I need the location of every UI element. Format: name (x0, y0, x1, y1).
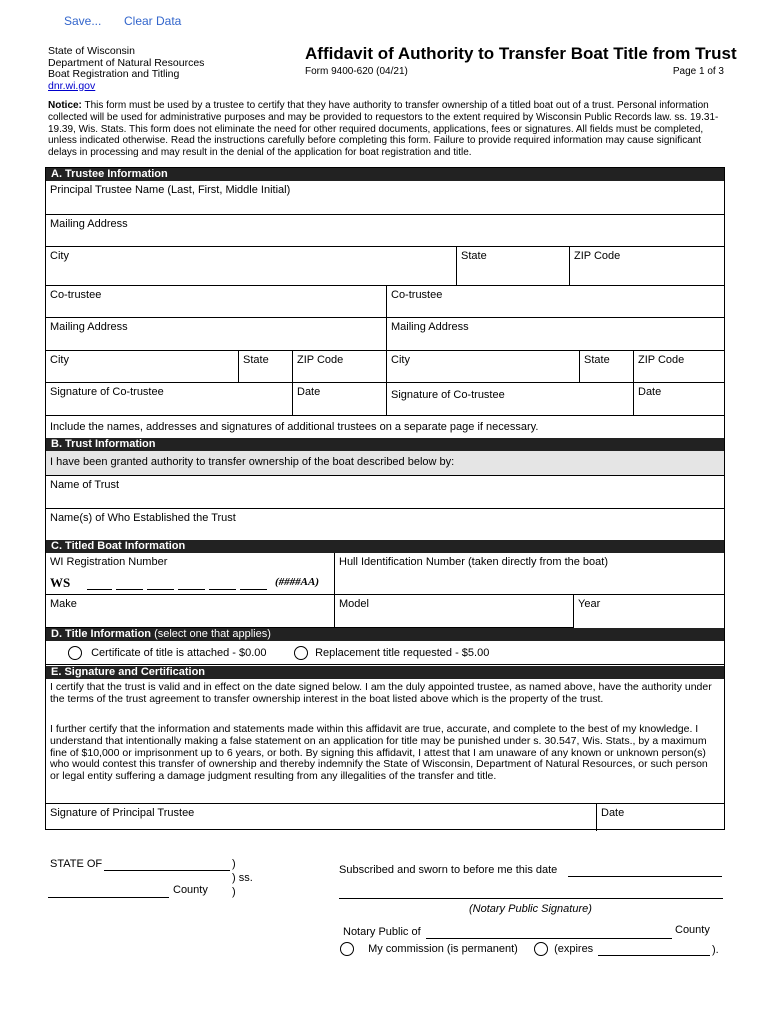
notary-signature-caption: (Notary Public Signature) (469, 903, 592, 915)
principal-signature-label: Signature of Principal Trustee (50, 807, 195, 819)
model-field[interactable] (335, 595, 574, 628)
cotrustee-2-signature-field[interactable] (387, 383, 634, 416)
certification-paragraph-2: I further certify that the information and statements made within this affidavit are true, accurate, and complete to the best of my knowledge. I understand that intentionally making a false statement on an application for title may be punished under s. 30.547, Wis. Stats., by a maximum fine of $10,000 or imprisonment up to 6 years, or both. By signing this affidavit, I attest that I am unaware of any known or unknown person(s) who would contest this transfer of ownership and thereby indemnify the State of Wisconsin, Department of Natural Resources, or such person or legal entity suffering a damage judgment resulting from any illegalities of the transfer and title. (50, 723, 708, 783)
notary-public-of-label: Notary Public of (343, 926, 421, 938)
granted-authority-label: I have been granted authority to transfer ownership of the boat described below by: (50, 456, 455, 468)
zip-label: ZIP Code (638, 354, 685, 366)
section-a-title: A. Trustee Information (51, 168, 168, 180)
cotrustee-2-zip-field[interactable] (634, 351, 724, 383)
agency-line-3: Boat Registration and Titling (48, 68, 180, 80)
city-label: City (50, 354, 69, 366)
year-field[interactable] (574, 595, 724, 628)
ws-letter-blank-1[interactable] (209, 589, 236, 590)
notice-paragraph (48, 100, 724, 159)
ss-label: ) ss. (232, 872, 253, 884)
signature-cotrustee-label: Signature of Co-trustee (50, 386, 164, 398)
dnr-link[interactable]: dnr.wi.gov (48, 79, 96, 92)
cotrustee-2-name-field[interactable] (387, 286, 724, 318)
mailing-address-label: Mailing Address (391, 321, 469, 333)
certificate-attached-label: Certificate of title is attached - $0.00 (91, 647, 267, 659)
form-number: Form 9400-620 (04/21) (305, 66, 408, 77)
established-by-label: Name(s) of Who Established the Trust (50, 512, 236, 524)
make-field[interactable] (46, 595, 335, 628)
hull-id-label: Hull Identification Number (taken directly from the boat) (339, 556, 609, 568)
commission-permanent-label: My commission (is permanent) (368, 943, 518, 955)
zip-label: ZIP Code (574, 250, 621, 262)
cotrustee-2-mailing-field[interactable] (387, 318, 724, 351)
principal-trustee-name-label: Principal Trustee Name (Last, First, Middle Initial) (50, 184, 291, 196)
ws-digit-blank-1[interactable] (87, 589, 112, 590)
granted-authority-row (46, 451, 724, 476)
cotrustee-1-name-field[interactable] (46, 286, 387, 318)
principal-trustee-name-field[interactable] (46, 181, 724, 215)
name-of-trust-field[interactable] (46, 476, 724, 509)
cotrustee-label: Co-trustee (50, 289, 102, 301)
state-label: State (461, 250, 487, 262)
principal-zip-field[interactable] (570, 247, 724, 286)
section-b-header (46, 438, 724, 451)
notary-county-blank[interactable] (426, 938, 672, 939)
subscribed-label: Subscribed and sworn to before me this date (339, 864, 558, 876)
form-body (45, 167, 725, 830)
state-label: State (243, 354, 269, 366)
city-label: City (391, 354, 410, 366)
make-label: Make (50, 598, 77, 610)
cotrustee-1-signature-field[interactable] (46, 383, 293, 416)
commission-expires-option[interactable] (534, 942, 593, 956)
cotrustee-1-state-field[interactable] (239, 351, 293, 383)
cotrustee-2-city-field[interactable] (387, 351, 580, 383)
ws-digit-blank-3[interactable] (147, 589, 174, 590)
commission-expires-radio[interactable] (534, 942, 548, 956)
zip-label: ZIP Code (297, 354, 344, 366)
cotrustee-2-date-field[interactable] (634, 383, 724, 416)
cotrustee-1-mailing-field[interactable] (46, 318, 387, 351)
mailing-address-label: Mailing Address (50, 218, 128, 230)
name-of-trust-label: Name of Trust (50, 479, 120, 491)
commission-expires-blank[interactable] (598, 955, 710, 956)
section-d-title: D. Title Information (51, 628, 152, 640)
section-e-header (46, 666, 724, 679)
ws-entry-row (50, 577, 332, 593)
certification-paragraph-1: I certify that the trust is valid and in effect on the date signed below. I am the duly appointed trustee, as named above, have the authority under the terms of the trust agreement to transfer ownership interest in the boat listed above which is the property of the trust. (50, 681, 712, 705)
commission-permanent-radio[interactable] (340, 942, 354, 956)
section-e-title: E. Signature and Certification (51, 666, 206, 678)
signature-cotrustee-label: Signature of Co-trustee (391, 389, 505, 401)
cotrustee-1-city-field[interactable] (46, 351, 239, 383)
replacement-title-radio[interactable] (294, 646, 308, 660)
form-toolbar-clear (124, 12, 181, 30)
ws-format-mask: (####AA) (275, 576, 319, 588)
ws-letter-blank-2[interactable] (240, 589, 267, 590)
established-by-field[interactable] (46, 509, 724, 540)
principal-date-field[interactable] (597, 804, 724, 831)
principal-signature-field[interactable] (46, 804, 597, 831)
state-label: State (584, 354, 610, 366)
option-certificate-attached[interactable] (68, 646, 267, 660)
page-number: Page 1 of 3 (672, 66, 724, 77)
date-label: Date (638, 386, 662, 398)
section-a-header (46, 168, 724, 181)
commission-permanent-option[interactable] (340, 942, 518, 956)
year-label: Year (578, 598, 601, 610)
section-c-title: C. Titled Boat Information (51, 540, 186, 552)
agency-line-2: Department of Natural Resources (48, 56, 205, 69)
section-d-note: (select one that applies) (151, 628, 271, 640)
ss-paren-1: ) (232, 858, 236, 870)
principal-state-field[interactable] (457, 247, 570, 286)
notice-text: This form must be used by a trustee to certify that they have authority to transfer ownership of a titled boat out of a trust. Personal information collected will be used for administrative purposes and may be provided to requestors to the extent required by Wisconsin Public Records law. ss. 19.31-19.39, Wis. Stats. This form does not eliminate the need for other required documents, applications, fees or signatures. All fields must be completed, unless indicated otherwise. Read the instructions carefully before completing this form. Failure to provide required information may cause significant delays in processing and may result in the denial of the application for boat registration and title. (48, 100, 719, 159)
section-d-header (46, 628, 724, 641)
replacement-title-label: Replacement title requested - $5.00 (315, 647, 490, 659)
ss-paren-3: ) (232, 886, 236, 898)
model-label: Model (339, 598, 369, 610)
form-title: Affidavit of Authority to Transfer Boat Title from Trust (305, 44, 737, 63)
ws-prefix: WS (50, 575, 71, 590)
notice-label: Notice: (48, 100, 82, 111)
title-option-row (46, 641, 724, 665)
wi-registration-field[interactable] (46, 553, 335, 595)
county-blank[interactable] (48, 897, 169, 898)
state-of-label: STATE OF (50, 858, 103, 870)
principal-date-label: Date (601, 807, 625, 819)
cotrustee-1-zip-field[interactable] (293, 351, 387, 383)
principal-mailing-address-field[interactable] (46, 215, 724, 247)
notary-signature-line[interactable] (339, 898, 723, 899)
save-button[interactable]: Save... (64, 14, 102, 28)
cotrustee-1-date-field[interactable] (293, 383, 387, 416)
cotrustee-2-state-field[interactable] (580, 351, 634, 383)
commission-close-paren: ). (712, 944, 719, 956)
wi-registration-label: WI Registration Number (50, 556, 168, 568)
section-c-header (46, 540, 724, 553)
hull-id-field[interactable] (335, 553, 724, 595)
ws-digit-blank-2[interactable] (116, 589, 143, 590)
agency-line-1: State of Wisconsin (48, 45, 135, 57)
cotrustee-label: Co-trustee (391, 289, 443, 301)
certificate-attached-radio[interactable] (68, 646, 82, 660)
section-b-title: B. Trust Information (51, 438, 156, 450)
additional-trustees-note: Include the names, addresses and signatures of additional trustees on a separate page if necessary. (50, 421, 539, 433)
state-of-blank[interactable] (104, 870, 230, 871)
signature-row (46, 803, 724, 831)
notary-county-label: County (675, 924, 710, 936)
ws-digit-blank-4[interactable] (178, 589, 205, 590)
agency-block (48, 46, 204, 92)
date-label: Date (297, 386, 321, 398)
principal-city-field[interactable] (46, 247, 457, 286)
option-replacement-title[interactable] (294, 646, 489, 660)
commission-expires-label: (expires (554, 943, 594, 955)
clear-data-button[interactable]: Clear Data (124, 14, 182, 28)
form-toolbar (64, 12, 101, 30)
city-label: City (50, 250, 69, 262)
county-label: County (173, 884, 208, 896)
mailing-address-label: Mailing Address (50, 321, 128, 333)
subscribed-date-blank[interactable] (568, 876, 722, 877)
